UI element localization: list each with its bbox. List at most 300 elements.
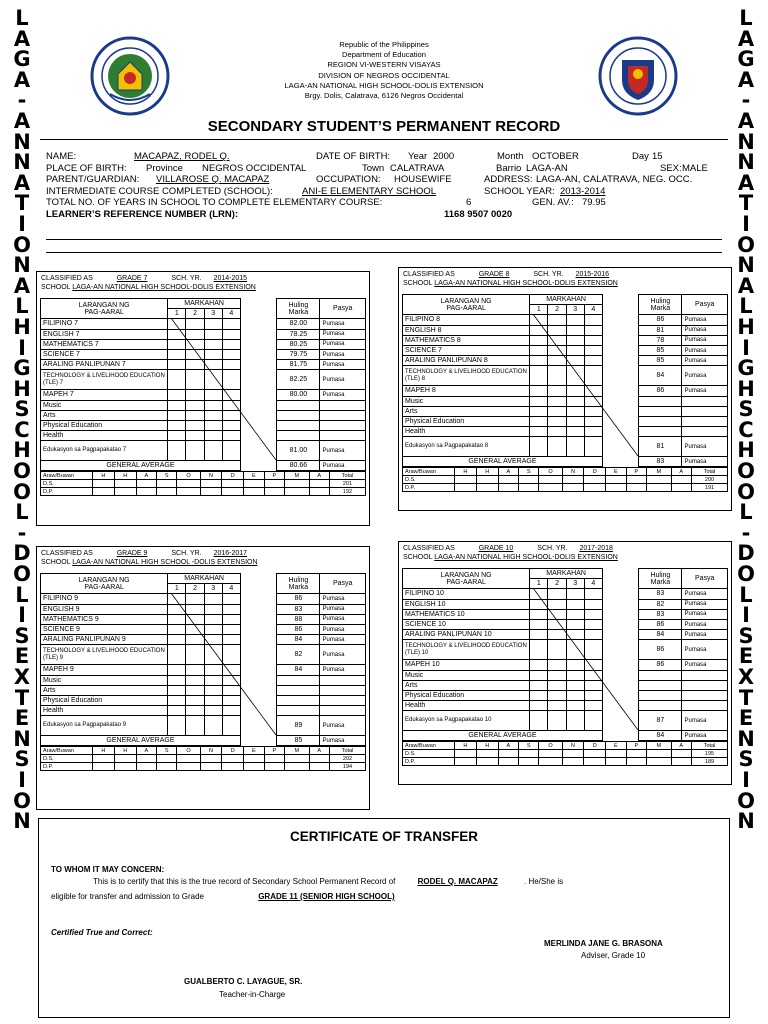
deped-seal-icon	[598, 36, 678, 116]
remark: Pumasa	[682, 437, 728, 457]
remark	[682, 690, 728, 700]
month-header: A	[671, 742, 692, 750]
month-header: A	[309, 747, 330, 755]
table-row	[41, 370, 366, 390]
table-row	[403, 599, 728, 609]
final-mark: 82.00	[277, 319, 320, 329]
attendance-label: Araw/Buwan	[41, 472, 93, 480]
remark	[320, 685, 366, 695]
remark: Pumasa	[682, 711, 728, 731]
divider	[46, 239, 722, 240]
province: NEGROS OCCIDENTAL	[202, 162, 307, 174]
final-mark: 86	[277, 594, 320, 604]
final-mark: 86	[639, 386, 682, 396]
certificate-of-transfer	[38, 818, 730, 1018]
lrn-label: LEARNER’S REFERENCE NUMBER (LRN):	[46, 208, 239, 220]
table-row	[403, 619, 728, 629]
remarks-header: Pasya	[320, 574, 366, 594]
remark: Pumasa	[320, 390, 366, 400]
table-row	[403, 630, 728, 640]
name-label: NAME:	[46, 151, 77, 162]
dp-label: D.P.	[41, 488, 93, 496]
student-info	[46, 151, 722, 221]
side-letter: A	[13, 108, 31, 133]
subject-name: Physical Education	[403, 416, 530, 426]
ds-total: 202	[330, 755, 366, 763]
final-mark: 89	[277, 716, 320, 736]
ds-total: 200	[692, 476, 728, 484]
quarter-1: 1	[168, 584, 186, 594]
grade-level: GRADE 10	[478, 545, 514, 552]
certificate-title: CERTIFICATE OF TRANSFER	[290, 829, 478, 844]
month-header: H	[455, 468, 477, 476]
subject-name: Edukasyon sa Pagpapakatao 7	[41, 441, 168, 461]
classified-label: CLASSIFIED AS	[403, 271, 455, 278]
general-average-row	[41, 736, 366, 746]
final-mark: 87	[639, 711, 682, 731]
month-header: E	[244, 472, 264, 480]
side-letter: L	[15, 500, 29, 525]
month-header: P	[626, 742, 646, 750]
table-row	[41, 645, 366, 665]
final-mark	[277, 431, 320, 441]
final-mark: 85	[639, 356, 682, 366]
remark: Pumasa	[682, 660, 728, 670]
subject-name: ARALING PANLIPUNAN 10	[403, 630, 530, 640]
remarks-header: Pasya	[682, 569, 728, 589]
subject-name: TECHNOLOGY & LIVELIHOOD EDUCATION (TLE) 8	[403, 366, 530, 386]
month-header: P	[626, 468, 646, 476]
table-row	[403, 325, 728, 335]
certificate-body-line-2	[51, 892, 395, 901]
subject-name: MAPEH 7	[41, 390, 168, 400]
subject-name: SCIENCE 7	[41, 349, 168, 359]
remark	[320, 675, 366, 685]
quarter-1: 1	[168, 309, 186, 319]
month-header: N	[562, 468, 584, 476]
month-header: S	[519, 468, 539, 476]
table-row	[403, 335, 728, 345]
subject-name: Arts	[41, 685, 168, 695]
final-mark-header: Huling Marka	[277, 299, 320, 319]
subject-name: FILIPINO 10	[403, 589, 530, 599]
intermediate-school: ANI-E ELEMENTARY SCHOOL	[302, 185, 437, 197]
side-letter: H	[737, 438, 755, 463]
province-label: Province	[146, 162, 183, 174]
table-row	[403, 356, 728, 366]
table-row	[41, 706, 366, 716]
gen-av: 79.95	[582, 197, 606, 209]
table-row	[41, 431, 366, 441]
table-row	[403, 366, 728, 386]
month-header: S	[157, 747, 177, 755]
grade-record-8	[398, 267, 732, 511]
subject-name: ENGLISH 9	[41, 604, 168, 614]
certificate-body-3: eligible for transfer and admission to Grade	[51, 892, 204, 901]
town: CALATRAVA	[390, 162, 445, 174]
side-letter: A	[737, 170, 755, 195]
table-row	[41, 339, 366, 349]
month-header: H	[93, 747, 115, 755]
month-header: E	[244, 747, 264, 755]
table-row	[41, 594, 366, 604]
table-row	[41, 685, 366, 695]
table-row	[41, 319, 366, 329]
attendance-label: Araw/Buwan	[403, 742, 455, 750]
month-header: S	[519, 742, 539, 750]
general-remark: Pumasa	[682, 457, 728, 467]
table-row	[403, 345, 728, 355]
side-letter: I	[742, 211, 750, 236]
header-line: DIVISION OF NEGROS OCCIDENTAL	[318, 70, 450, 80]
side-letter: -	[741, 520, 751, 545]
final-mark: 86	[639, 619, 682, 629]
certificate-grade-to: GRADE 11 (SENIOR HIGH SCHOOL)	[258, 892, 395, 901]
remark: Pumasa	[320, 624, 366, 634]
side-letter: I	[742, 603, 750, 628]
side-letter: I	[18, 767, 26, 792]
lrn: 1168 9507 0020	[444, 208, 513, 220]
subject-name: Health	[403, 427, 530, 437]
school-header	[200, 40, 568, 101]
remark: Pumasa	[682, 619, 728, 629]
month-header: A	[498, 742, 518, 750]
ds-label: D.S.	[403, 750, 455, 758]
side-letter: E	[738, 706, 754, 731]
remark: Pumasa	[682, 640, 728, 660]
subject-header: LARANGAN NG PAG-AARAL	[403, 569, 530, 589]
table-row	[41, 624, 366, 634]
attendance-table	[40, 471, 366, 496]
side-letter: L	[15, 6, 29, 30]
general-average-label: GENERAL AVERAGE	[41, 736, 241, 746]
final-mark	[277, 695, 320, 705]
general-remark: Pumasa	[320, 736, 366, 746]
side-letter: N	[737, 253, 755, 278]
subjects-table	[402, 568, 728, 741]
side-text-right	[728, 8, 764, 832]
sch-yr-label: SCH. YR.	[533, 271, 564, 278]
side-letter: S	[738, 747, 754, 772]
month-header: M	[285, 472, 309, 480]
subject-name: Health	[41, 706, 168, 716]
table-row	[403, 711, 728, 731]
final-mark: 78.25	[277, 329, 320, 339]
subject-name: TECHNOLOGY & LIVELIHOOD EDUCATION (TLE) 7	[41, 370, 168, 390]
header-line: Brgy. Dolis, Calatrava, 6126 Negros Occidental	[304, 91, 464, 101]
side-letter: A	[13, 170, 31, 195]
subject-name: MATHEMATICS 7	[41, 339, 168, 349]
sex: MALE	[682, 162, 708, 174]
subject-name: ENGLISH 10	[403, 599, 530, 609]
remark: Pumasa	[682, 366, 728, 386]
remark	[320, 410, 366, 420]
general-average: 85	[277, 736, 320, 746]
side-letter: I	[742, 767, 750, 792]
birth-month: OCTOBER	[532, 151, 579, 162]
side-letter: -	[17, 88, 27, 113]
remark: Pumasa	[682, 315, 728, 325]
final-mark: 86	[639, 660, 682, 670]
remarks-header: Pasya	[320, 299, 366, 319]
quarter-3: 3	[566, 305, 584, 315]
town-label: Town	[362, 162, 385, 174]
subject-name: Physical Education	[41, 695, 168, 705]
grade-level: GRADE 9	[116, 550, 148, 557]
markahan-header: MARKAHAN	[168, 574, 241, 584]
sch-yr-label: SCH. YR.	[537, 545, 568, 552]
remark	[320, 431, 366, 441]
quarter-3: 3	[204, 584, 222, 594]
subject-name: Arts	[403, 406, 530, 416]
guardian: VILLAROSE Q. MACAPAZ	[156, 174, 270, 186]
address: LAGA-AN, CALATRAVA, NEG. OCC.	[536, 174, 693, 186]
table-row	[41, 360, 366, 370]
side-letter: L	[15, 582, 29, 607]
remark: Pumasa	[320, 645, 366, 665]
final-mark: 81	[639, 437, 682, 457]
final-mark-header: Huling Marka	[277, 574, 320, 594]
attendance-table	[40, 746, 366, 771]
remark: Pumasa	[320, 319, 366, 329]
subject-name: Music	[41, 675, 168, 685]
month-header: M	[285, 747, 309, 755]
side-letter: O	[737, 788, 755, 813]
remark: Pumasa	[320, 370, 366, 390]
remark: Pumasa	[682, 356, 728, 366]
subject-name: MAPEH 8	[403, 386, 530, 396]
markahan-header: MARKAHAN	[530, 295, 603, 305]
certificate-body-2: . He/She is	[524, 877, 564, 886]
table-row	[41, 329, 366, 339]
remark: Pumasa	[320, 665, 366, 675]
side-letter: A	[737, 108, 755, 133]
month-header: A	[498, 468, 518, 476]
table-row	[403, 609, 728, 619]
final-mark: 81	[639, 325, 682, 335]
remark	[320, 400, 366, 410]
month-header: M	[647, 468, 671, 476]
subject-name: TECHNOLOGY & LIVELIHOOD EDUCATION (TLE) 10	[403, 640, 530, 660]
table-row	[403, 437, 728, 457]
month-header: D	[222, 472, 244, 480]
subject-header: LARANGAN NG PAG-AARAL	[41, 574, 168, 594]
month-header: A	[309, 472, 330, 480]
grade-record-7	[36, 271, 370, 526]
final-mark: 78	[639, 335, 682, 345]
general-remark: Pumasa	[682, 731, 728, 741]
general-average: 84	[639, 731, 682, 741]
grade-record-10	[398, 541, 732, 785]
intermediate-label: INTERMEDIATE COURSE COMPLETED (SCHOOL):	[46, 185, 273, 197]
subject-name: FILIPINO 9	[41, 594, 168, 604]
side-letter: O	[13, 459, 31, 484]
subject-name: Physical Education	[403, 690, 530, 700]
subject-name: TECHNOLOGY & LIVELIHOOD EDUCATION (TLE) 9	[41, 645, 168, 665]
quarter-4: 4	[584, 305, 602, 315]
remark: Pumasa	[682, 589, 728, 599]
side-letter: O	[737, 479, 755, 504]
month-header: H	[476, 742, 498, 750]
quarter-4: 4	[222, 584, 240, 594]
birth-day: 15	[652, 151, 663, 162]
side-letter: O	[737, 232, 755, 257]
total-header: Total	[330, 747, 366, 755]
side-letter: S	[14, 623, 30, 648]
school-year: 2014-2015	[213, 275, 248, 282]
school-year: 2017-2018	[579, 545, 613, 552]
subject-name: MATHEMATICS 8	[403, 335, 530, 345]
school-name: LAGA-AN NATIONAL HIGH SCHOOL-DOLIS EXTENSION	[434, 554, 618, 561]
header-line: Republic of the Philippines	[339, 40, 429, 49]
side-letter: A	[737, 26, 755, 51]
final-mark	[277, 410, 320, 420]
table-row	[41, 675, 366, 685]
table-row	[403, 416, 728, 426]
quarter-2: 2	[548, 305, 566, 315]
attendance-table	[402, 467, 728, 492]
final-mark	[277, 675, 320, 685]
remark: Pumasa	[320, 339, 366, 349]
school-year: 2015-2016	[575, 271, 610, 278]
table-row	[41, 695, 366, 705]
dp-total: 189	[692, 758, 728, 766]
to-whom-label: TO WHOM IT MAY CONCERN:	[51, 865, 165, 874]
certified-label: Certified True and Correct:	[51, 928, 153, 937]
table-row	[403, 670, 728, 680]
subject-name: SCIENCE 10	[403, 619, 530, 629]
side-letter: D	[737, 541, 755, 566]
subjects-table	[40, 573, 366, 746]
school-label: SCHOOL	[41, 284, 71, 291]
side-letter: -	[17, 520, 27, 545]
side-text-left	[4, 8, 40, 832]
remark	[682, 406, 728, 416]
side-letter: N	[13, 129, 31, 154]
grade-level: GRADE 7	[116, 275, 148, 282]
side-letter: O	[13, 562, 31, 587]
occupation-label: OCCUPATION:	[316, 174, 381, 186]
quarter-3: 3	[204, 309, 222, 319]
dp-label: D.P.	[403, 484, 455, 492]
side-letter: X	[737, 665, 755, 689]
subject-name: Edukasyon sa Pagpapakatao 8	[403, 437, 530, 457]
subject-name: Music	[41, 400, 168, 410]
side-letter: X	[13, 665, 31, 689]
head-title: Teacher-in-Charge	[219, 990, 286, 999]
markahan-header: MARKAHAN	[168, 299, 241, 309]
subject-name: ENGLISH 8	[403, 325, 530, 335]
remark	[320, 420, 366, 430]
quarter-1: 1	[530, 579, 548, 589]
final-mark	[639, 427, 682, 437]
subject-name: Physical Education	[41, 420, 168, 430]
subject-name: Health	[403, 701, 530, 711]
side-letter: N	[13, 150, 31, 175]
final-mark: 83	[277, 604, 320, 614]
table-row	[403, 680, 728, 690]
side-letter: H	[737, 314, 755, 339]
side-letter: T	[738, 191, 754, 216]
month-header: H	[114, 472, 136, 480]
remarks-header: Pasya	[682, 295, 728, 315]
table-row	[403, 690, 728, 700]
dp-total: 192	[330, 488, 366, 496]
month-header: O	[539, 742, 562, 750]
side-letter: A	[13, 273, 31, 298]
grade-header	[399, 268, 731, 288]
quarter-3: 3	[566, 579, 584, 589]
remark	[682, 701, 728, 711]
side-letter: H	[13, 438, 31, 463]
remark	[320, 706, 366, 716]
table-row	[41, 665, 366, 675]
side-letter: I	[18, 603, 26, 628]
day-label: Day	[632, 151, 649, 162]
divider	[46, 252, 722, 253]
school-year: 2016-2017	[213, 550, 248, 557]
table-row	[41, 349, 366, 359]
side-letter: N	[13, 809, 31, 834]
adviser-name: MERLINDA JANE G. BRASONA	[544, 939, 663, 948]
side-letter: S	[738, 623, 754, 648]
side-letter: O	[737, 562, 755, 587]
table-row	[403, 660, 728, 670]
subjects-table	[402, 294, 728, 467]
page-title: SECONDARY STUDENT’S PERMANENT RECORD	[40, 118, 728, 140]
remark	[682, 416, 728, 426]
side-letter: -	[741, 88, 751, 113]
total-header: Total	[692, 742, 728, 750]
attendance-label: Araw/Buwan	[41, 747, 93, 755]
table-row	[41, 420, 366, 430]
remark	[320, 695, 366, 705]
quarter-1: 1	[530, 305, 548, 315]
final-mark: 84	[639, 366, 682, 386]
side-letter: E	[14, 706, 30, 731]
final-mark: 88	[277, 614, 320, 624]
final-mark	[639, 701, 682, 711]
table-row	[41, 716, 366, 736]
month-header: D	[584, 468, 606, 476]
ds-label: D.S.	[41, 755, 93, 763]
subject-name: ARALING PANLIPUNAN 7	[41, 360, 168, 370]
certificate-body-line-1	[93, 877, 563, 886]
table-row	[403, 406, 728, 416]
side-letter: O	[13, 788, 31, 813]
side-letter: N	[13, 253, 31, 278]
school-name: LAGA-AN NATIONAL HIGH SCHOOL -DOLIS EXTENSION	[72, 559, 258, 566]
final-mark: 82	[639, 599, 682, 609]
side-letter: A	[13, 67, 31, 92]
month-header: H	[114, 747, 136, 755]
final-mark: 85	[639, 345, 682, 355]
month-header: E	[606, 468, 626, 476]
certificate-student-name: RODEL Q. MACAPAZ	[417, 877, 498, 886]
month-header: A	[136, 472, 156, 480]
total-years-label: TOTAL NO. OF YEARS IN SCHOOL TO COMPLETE ELEMENTARY COURSE:	[46, 197, 383, 209]
ds-total: 201	[330, 480, 366, 488]
side-letter: A	[13, 26, 31, 51]
side-letter: O	[13, 479, 31, 504]
side-letter: T	[738, 685, 754, 710]
final-mark: 84	[277, 635, 320, 645]
side-letter: D	[13, 541, 31, 566]
general-average: 83	[639, 457, 682, 467]
side-letter: N	[737, 726, 755, 751]
final-mark-header: Huling Marka	[639, 295, 682, 315]
table-row	[41, 390, 366, 400]
